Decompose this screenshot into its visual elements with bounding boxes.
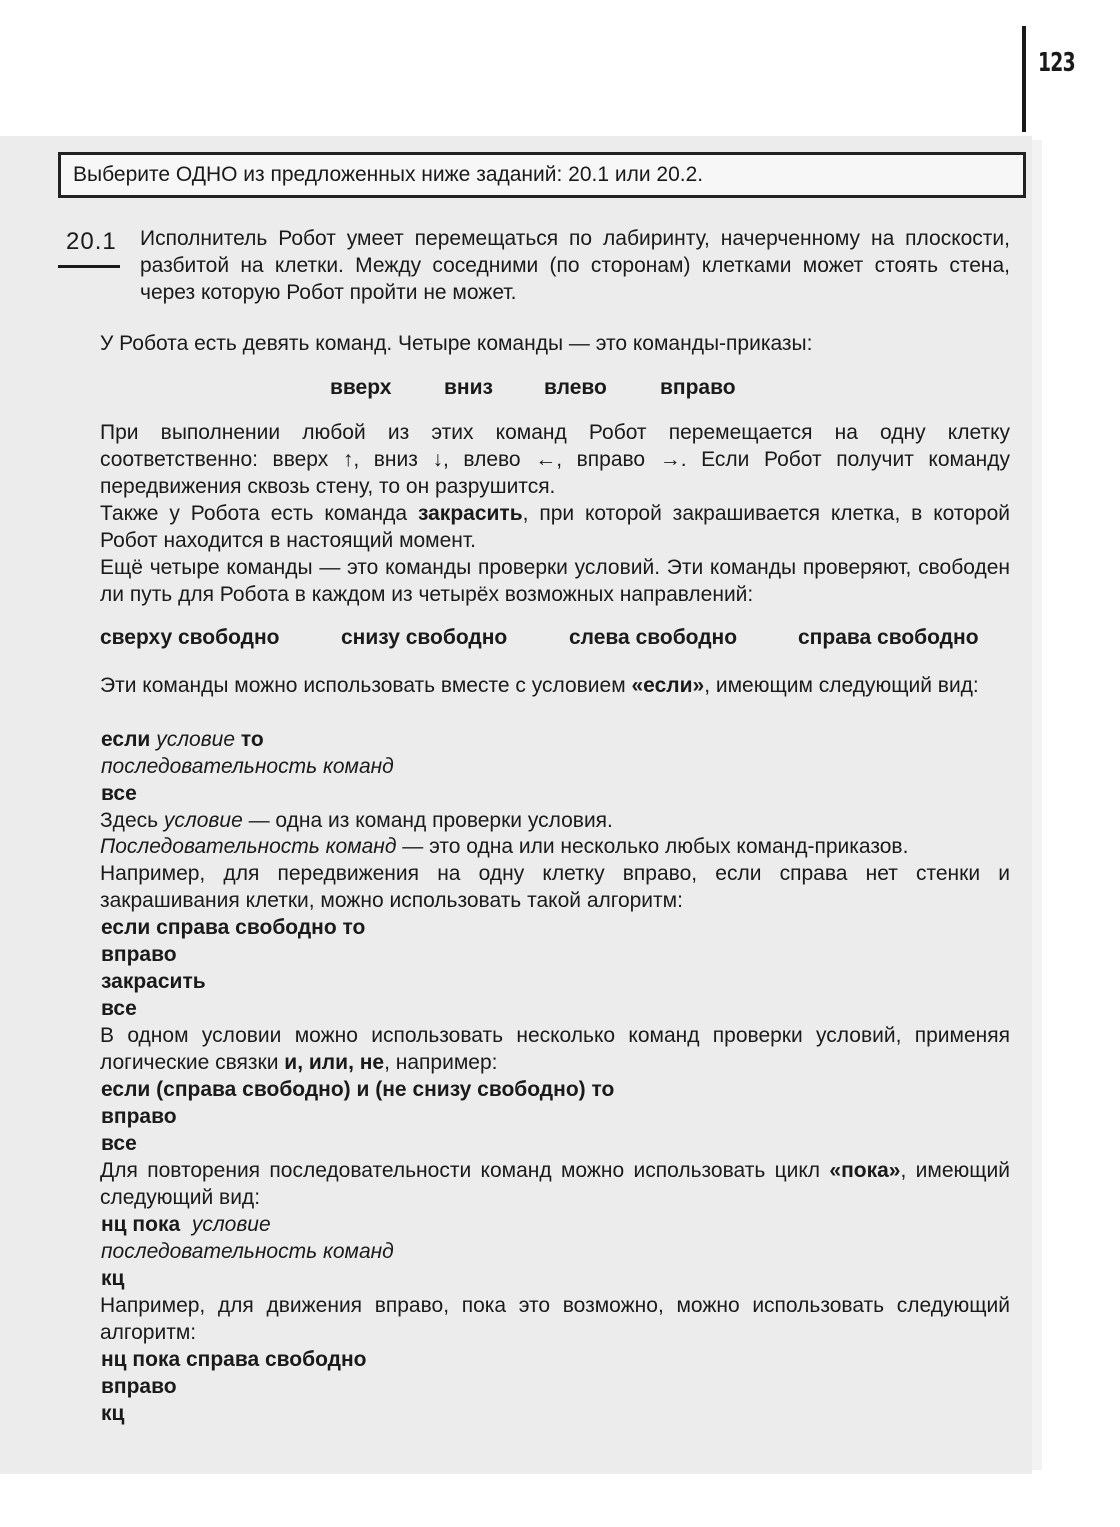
while-text: Для повторения последовательности команд можно использовать цикл bbox=[100, 1159, 830, 1182]
condition-placeholder: условие bbox=[156, 728, 236, 751]
panel-edge bbox=[1032, 140, 1042, 1470]
if-text-after: , имеющим следующий вид: bbox=[704, 674, 979, 697]
kw-and: и bbox=[284, 1051, 298, 1074]
check-paragraph: Ещё четыре команды — это команды проверки условий. Эти команды проверяют, свободен ли путь для Робота в каждом из четырёх возможных направлений: bbox=[100, 556, 1010, 606]
while-text-after: , имеющий следующий вид: bbox=[100, 1159, 1010, 1209]
kw-loop-end: кц bbox=[101, 1267, 125, 1290]
execution-paragraph: При выполнении любой из этих команд Робот перемещается на одну клетку соответственно: вверх ↑, вниз ↓, влево ←, вправо →. Если Робот получит команду передвижения сквозь стену, то он разрушится. bbox=[100, 421, 1010, 498]
check-command: сверху свободно bbox=[100, 626, 280, 649]
page-header-rule bbox=[1022, 26, 1026, 132]
kw-if: если bbox=[101, 728, 151, 751]
move-command: влево bbox=[544, 376, 607, 399]
while-condition-placeholder: условие bbox=[191, 1213, 271, 1236]
example1-line: если справа свободно то bbox=[101, 916, 366, 939]
task-intro: Исполнитель Робот умеет перемещаться по лабиринту, начерченному на плоскости, разбитой на клетки. Между соседними (по сторонам) клетками может стоять стена, через которую Робот пройти не может. bbox=[140, 227, 1010, 304]
task-number-underline bbox=[58, 265, 120, 268]
logic-separator: , bbox=[297, 1051, 309, 1074]
sequence-term: Последовательность команд bbox=[100, 835, 397, 858]
paint-text-after: , при которой закрашивается клетка, в которой Робот находится в настоящий момент. bbox=[100, 502, 1010, 552]
while-sequence-placeholder: последовательность команд bbox=[101, 1240, 394, 1263]
example3-paragraph: Например, для движения вправо, пока это возможно, можно использовать следующий алгоритм: bbox=[100, 1294, 1010, 1344]
if-keyword: «если» bbox=[631, 674, 705, 697]
example1-line: все bbox=[101, 997, 137, 1020]
while-syntax-line bbox=[101, 1211, 271, 1238]
check-command: слева свободно bbox=[569, 626, 738, 649]
task-number: 20.1 bbox=[66, 228, 117, 255]
move-command: вверх bbox=[330, 376, 392, 399]
example3-line: вправо bbox=[101, 1375, 177, 1398]
nine-commands-paragraph: У Робота есть девять команд. Четыре команды — это команды-приказы: bbox=[100, 332, 813, 355]
while-keyword: «пока» bbox=[829, 1159, 901, 1182]
example3-line: кц bbox=[101, 1402, 125, 1425]
logic-text: В одном условии можно использовать несколько команд проверки условий, применяя логические связки bbox=[100, 1024, 1010, 1074]
while-paragraph bbox=[100, 1157, 1010, 1211]
instruction-box: Выберите ОДНО из предложенных ниже заданий: 20.1 или 20.2. bbox=[58, 152, 1026, 198]
if-paragraph bbox=[100, 672, 1010, 699]
where-text-after: — одна из команд проверки условия. bbox=[242, 809, 613, 832]
example1-line: закрасить bbox=[101, 970, 206, 993]
example1-line: вправо bbox=[101, 943, 177, 966]
sequence-text: — это одна или несколько любых команд-приказов. bbox=[396, 835, 909, 858]
kw-not: не bbox=[359, 1051, 385, 1074]
move-command: вправо bbox=[660, 376, 736, 399]
check-command: справа свободно bbox=[798, 626, 979, 649]
logic-text-after: , например: bbox=[384, 1051, 498, 1074]
logic-paragraph bbox=[100, 1022, 1010, 1076]
move-command: вниз bbox=[444, 376, 493, 399]
sequence-placeholder: последовательность команд bbox=[101, 755, 394, 778]
where-term: условие bbox=[163, 809, 243, 832]
paint-paragraph bbox=[100, 500, 1010, 554]
logic-separator: , bbox=[348, 1051, 360, 1074]
kw-while: нц пока bbox=[101, 1213, 181, 1236]
if-text: Эти команды можно использовать вместе с условием bbox=[100, 674, 632, 697]
paint-command: закрасить bbox=[417, 502, 523, 525]
example2-line: все bbox=[101, 1132, 137, 1155]
sequence-paragraph bbox=[100, 833, 1010, 860]
if-syntax-line bbox=[101, 726, 264, 753]
where-text: Здесь bbox=[100, 809, 164, 832]
check-command: снизу свободно bbox=[341, 626, 508, 649]
kw-or: или bbox=[308, 1051, 349, 1074]
kw-end: все bbox=[101, 782, 137, 805]
where-paragraph bbox=[100, 807, 1010, 834]
page-number: 123 bbox=[1038, 48, 1075, 78]
example3-line: нц пока справа свободно bbox=[101, 1348, 367, 1371]
example2-line: вправо bbox=[101, 1105, 177, 1128]
example1-paragraph: Например, для передвижения на одну клетку вправо, если справа нет стенки и закрашивания клетки, можно использовать такой алгоритм: bbox=[100, 862, 1010, 912]
kw-then: то bbox=[240, 728, 264, 751]
example2-line: если (справа свободно) и (не снизу свободно) то bbox=[101, 1078, 615, 1101]
paint-text: Также у Робота есть команда bbox=[100, 502, 418, 525]
